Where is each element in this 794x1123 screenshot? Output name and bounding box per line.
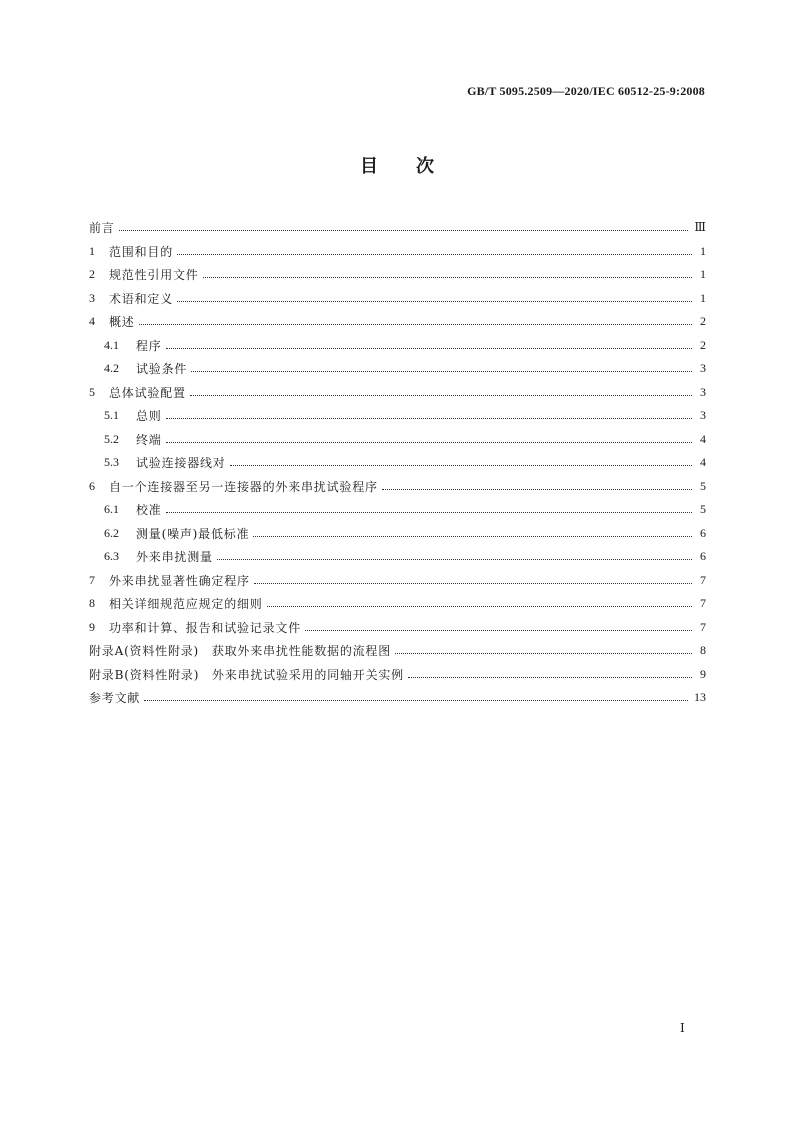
toc-entry-number: 5.3	[104, 455, 119, 470]
toc-entry[interactable]	[89, 616, 706, 640]
toc-entry-page: Ⅲ	[694, 220, 706, 235]
toc-dot-leader	[177, 289, 692, 302]
toc-entry-label: 参考文献	[89, 691, 141, 706]
toc-entry[interactable]	[89, 498, 706, 522]
toc-dot-leader	[217, 547, 692, 560]
toc-entry-number: 3	[89, 290, 95, 305]
toc-entry-label: 自一个连接器至另一连接器的外来串扰试验程序	[109, 479, 378, 494]
toc-entry[interactable]	[89, 686, 706, 710]
toc-entry-page: 6	[700, 549, 706, 564]
toc-entry-number: 4	[89, 314, 95, 329]
toc-entry-page: 9	[700, 666, 706, 681]
page-title-part-2: 次	[416, 156, 434, 177]
toc-entry[interactable]	[89, 334, 706, 358]
table-of-contents	[89, 216, 706, 710]
toc-entry-label: 附录B(资料性附录) 外来串扰试验采用的同轴开关实例	[89, 667, 404, 682]
toc-entry-number: 6	[89, 478, 95, 493]
toc-dot-leader	[253, 524, 692, 537]
toc-entry-label: 总则	[136, 409, 162, 424]
toc-entry-page: 5	[700, 478, 706, 493]
toc-dot-leader	[144, 688, 688, 701]
toc-dot-leader	[139, 312, 692, 325]
toc-entry-label: 程序	[136, 338, 162, 353]
toc-entry-label: 总体试验配置	[109, 385, 186, 400]
toc-entry-label: 试验条件	[136, 362, 188, 377]
page-title-part-1: 目	[360, 156, 378, 177]
toc-entry[interactable]	[89, 451, 706, 475]
toc-entry[interactable]	[89, 663, 706, 687]
toc-dot-leader	[408, 665, 692, 678]
toc-entry-page: 4	[700, 431, 706, 446]
toc-entry[interactable]	[89, 639, 706, 663]
toc-entry-label: 终端	[136, 432, 162, 447]
toc-entry-label: 规范性引用文件	[109, 268, 199, 283]
toc-entry-page: 3	[700, 361, 706, 376]
toc-entry-page: 13	[694, 690, 706, 705]
toc-dot-leader	[166, 406, 692, 419]
toc-dot-leader	[203, 265, 692, 278]
toc-entry-number: 6.2	[104, 525, 119, 540]
toc-entry-number: 1	[89, 243, 95, 258]
toc-entry-page: 4	[700, 455, 706, 470]
toc-dot-leader	[267, 594, 692, 607]
toc-entry-number: 5	[89, 384, 95, 399]
toc-entry-label: 附录A(资料性附录) 获取外来串扰性能数据的流程图	[89, 644, 392, 659]
toc-entry-page: 3	[700, 384, 706, 399]
toc-entry-number: 8	[89, 596, 95, 611]
toc-entry[interactable]	[89, 287, 706, 311]
toc-entry-page: 2	[700, 314, 706, 329]
toc-entry-label: 范围和目的	[109, 244, 174, 259]
toc-dot-leader	[230, 453, 692, 466]
toc-dot-leader	[166, 430, 692, 443]
toc-entry-page: 3	[700, 408, 706, 423]
toc-entry-label: 外来串扰测量	[136, 550, 213, 565]
toc-entry[interactable]	[89, 357, 706, 381]
toc-entry[interactable]	[89, 545, 706, 569]
toc-entry[interactable]	[89, 522, 706, 546]
toc-entry[interactable]	[89, 263, 706, 287]
toc-entry-number: 9	[89, 619, 95, 634]
toc-dot-leader	[119, 218, 689, 231]
toc-dot-leader	[395, 641, 692, 654]
toc-entry-page: 6	[700, 525, 706, 540]
toc-entry-page: 1	[700, 267, 706, 282]
toc-entry-label: 术语和定义	[109, 291, 174, 306]
toc-entry-label: 校准	[136, 503, 162, 518]
toc-entry[interactable]	[89, 310, 706, 334]
toc-entry-number: 7	[89, 572, 95, 587]
footer-page-number: Ⅰ	[680, 1021, 685, 1035]
toc-entry-label: 功率和计算、报告和试验记录文件	[109, 620, 302, 635]
toc-entry[interactable]	[89, 240, 706, 264]
toc-entry-number: 6.3	[104, 549, 119, 564]
toc-entry[interactable]	[89, 569, 706, 593]
toc-entry-number: 5.2	[104, 431, 119, 446]
toc-entry-number: 6.1	[104, 502, 119, 517]
toc-entry[interactable]	[89, 381, 706, 405]
toc-dot-leader	[305, 618, 692, 631]
toc-entry-number: 4.2	[104, 361, 119, 376]
toc-entry-page: 7	[700, 596, 706, 611]
toc-entry-page: 5	[700, 502, 706, 517]
toc-entry[interactable]	[89, 428, 706, 452]
toc-dot-leader	[254, 571, 692, 584]
page-title	[0, 152, 794, 178]
toc-entry-page: 1	[700, 243, 706, 258]
toc-entry-page: 8	[700, 643, 706, 658]
toc-entry-label: 前言	[89, 221, 115, 236]
toc-dot-leader	[177, 242, 692, 255]
toc-entry-label: 外来串扰显著性确定程序	[109, 573, 250, 588]
toc-entry-number: 2	[89, 267, 95, 282]
toc-entry-page: 7	[700, 572, 706, 587]
toc-entry-label: 概述	[109, 315, 135, 330]
toc-entry[interactable]	[89, 592, 706, 616]
toc-entry[interactable]	[89, 216, 706, 240]
toc-dot-leader	[190, 383, 692, 396]
toc-entry-label: 相关详细规范应规定的细则	[109, 597, 263, 612]
toc-entry-page: 2	[700, 337, 706, 352]
toc-entry-page: 7	[700, 619, 706, 634]
toc-dot-leader	[382, 477, 692, 490]
toc-dot-leader	[166, 500, 692, 513]
toc-dot-leader	[191, 359, 692, 372]
toc-entry[interactable]	[89, 475, 706, 499]
toc-entry-label: 测量(噪声)最低标准	[136, 526, 250, 541]
toc-dot-leader	[166, 336, 692, 349]
toc-entry-number: 5.1	[104, 408, 119, 423]
toc-entry-label: 试验连接器线对	[136, 456, 226, 471]
toc-entry-number: 4.1	[104, 337, 119, 352]
toc-entry-page: 1	[700, 290, 706, 305]
standard-code-header: GB/T 5095.2509—2020/IEC 60512-25-9:2008	[467, 84, 705, 98]
toc-entry[interactable]	[89, 404, 706, 428]
